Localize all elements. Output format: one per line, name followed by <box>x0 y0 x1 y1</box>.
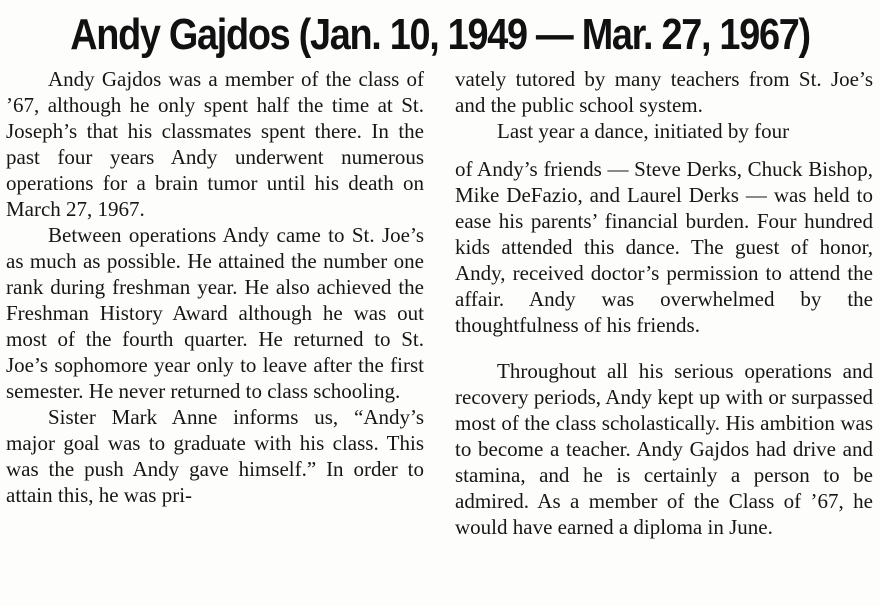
headline: Andy Gajdos (Jan. 10, 1949 — Mar. 27, 1967) <box>70 10 810 59</box>
paragraph-between-operations: Between operations Andy came to St. Joe’s as much as possible. He attained the number one rank during freshman year. He also achieved the Freshman History Award although he was out most of the fourth quarter. He returned to St. Joe’s sophomore year only to leave after the first semester. He never returned to class schooling. <box>6 223 424 403</box>
paragraph-throughout: Throughout all his serious operations and recovery periods, Andy kept up with or surpassed most of the class scholastically. His ambition was to become a teacher. Andy Gajdos had drive and stamina, and he is certainly a person to be admired. As a member of the Class of ’67, he would have earned a diploma in June. <box>455 359 873 539</box>
left-column <box>6 66 424 508</box>
paragraph-tutored-continuation: vately tutored by many teachers from St. Joe’s and the public school system. <box>455 67 873 117</box>
paragraph-dance-friends: of Andy’s friends — Steve Derks, Chuck Bishop, Mike DeFazio, and Laurel Derks — was held to ease his parents’ financial burden. Four hundred kids attended this dance. The guest of honor, Andy, received doctor’s permission to attend the affair. Andy was overwhelmed by the thoughtfulness of his friends. <box>455 157 873 337</box>
paragraph-dance-lead: Last year a dance, initiated by four <box>497 119 790 143</box>
paragraph-sister-mark-anne: Sister Mark Anne informs us, “Andy’s major goal was to graduate with his class. This was the push Andy gave himself.” In order to attain this, he was pri- <box>6 405 424 507</box>
paragraph-intro: Andy Gajdos was a member of the class of ’67, although he only spent half the time at St. Joseph’s that his classmates spent there. In the past four years Andy underwent numerous operations for a brain tumor until his death on March 27, 1967. <box>6 67 424 221</box>
right-column <box>455 66 873 540</box>
